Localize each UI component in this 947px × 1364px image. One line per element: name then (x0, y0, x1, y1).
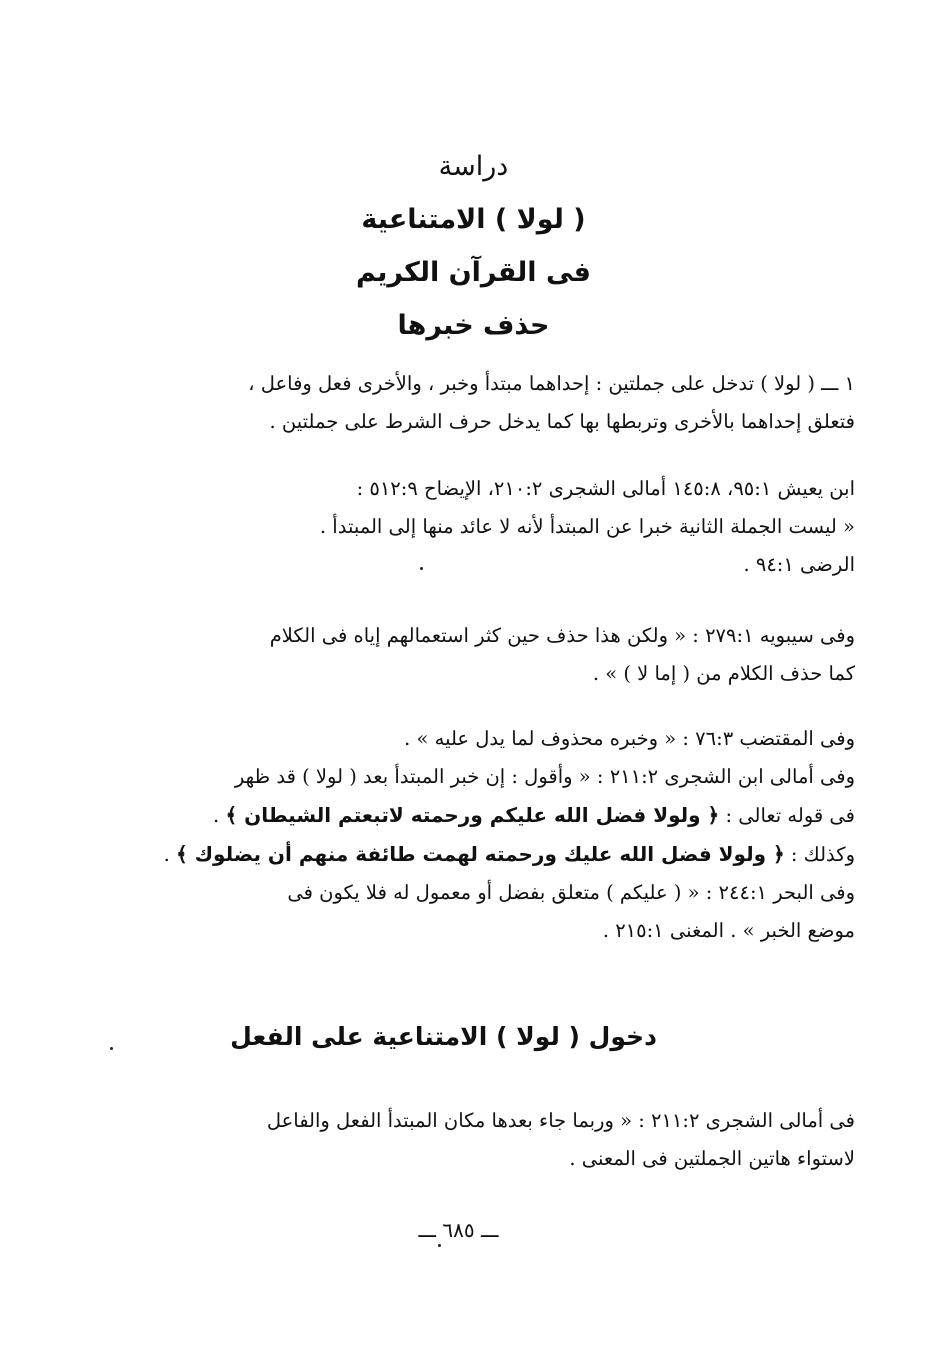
paragraph-2 (135, 470, 855, 584)
title-line-2: ( لولا ) الامتناعية (361, 204, 586, 235)
paragraph-2-line-1: ابن يعيش ٩٥:١، ١٤٥:٨ أمالى الشجرى ٢١٠:٢، الإيضاح ٥١٢:٩ : (356, 477, 855, 500)
paragraph-4 (135, 720, 855, 950)
paragraph-2-line-3: الرضى ٩٤:١ . (743, 553, 855, 576)
paragraph-1-line-2: فتعلق إحداهما بالأخرى وتربطها بها كما يدخل حرف الشرط على جملتين . (269, 410, 855, 433)
verse-intro-1: فى قوله تعالى : (725, 804, 855, 827)
title-block (0, 140, 947, 352)
paragraph-5-line-2: لاستواء هاتين الجملتين فى المعنى . (569, 1147, 855, 1170)
section-heading: دخول ( لولا ) الامتناعية على الفعل (230, 1022, 657, 1051)
verse-intro-2: وكذلك : (790, 843, 855, 866)
scan-speck (420, 567, 423, 570)
paragraph-2-line-2: « ليست الجملة الثانية خبرا عن المبتدأ لأنه لا عائد منها إلى المبتدأ . (319, 515, 855, 538)
verse-end-1: . (213, 804, 220, 827)
paragraph-4-line-1: وفى المقتضب ٧٦:٣ : « وخبره محذوف لما يدل عليه » . (404, 727, 855, 750)
title-line-3: فى القرآن الكريم (356, 257, 591, 288)
paragraph-3-line-1: وفى سيبويه ٢٧٩:١ : « ولكن هذا حذف حين كثر استعمالهم إياه فى الكلام (269, 624, 855, 647)
paragraph-1-line-1: ١ ـــ ( لولا ) تدخل على جملتين : إحداهما مبتدأ وخبر ، والأخرى فعل وفاعل ، (248, 372, 855, 395)
verse-end-2: . (163, 843, 170, 866)
quran-verse-1: ﴿ ولولا فضل الله عليكم ورحمته لاتبعتم الشيطان ﴾ (225, 803, 720, 827)
paragraph-3-line-2: كما حذف الكلام من ( إما لا ) » . (592, 662, 855, 685)
paragraph-4-line-6: موضع الخبر » . المغنى ٢١٥:١ . (602, 919, 855, 942)
quran-verse-2: ﴿ ولولا فضل الله عليك ورحمته لهمت طائفة منهم أن يضلوك ﴾ (176, 842, 785, 866)
scan-speck (438, 1244, 441, 1247)
paragraph-4-line-4 (135, 835, 855, 874)
paragraph-1 (135, 365, 855, 441)
scan-speck (110, 1047, 113, 1050)
title-line-4: حذف خبرها (397, 310, 550, 341)
paragraph-4-line-3 (135, 796, 855, 835)
title-line-1: دراسة (438, 151, 509, 182)
paragraph-4-line-5: وفى البحر ٢٤٤:١ : « ( عليكم ) متعلق بفضل أو معمول له فلا يكون فى (287, 881, 855, 904)
page-number: ـــ ٦٨٥ ـــ (418, 1218, 499, 1242)
paragraph-5-line-1: فى أمالى الشجرى ٢١١:٢ : « وربما جاء بعدها مكان المبتدأ الفعل والفاعل (266, 1109, 855, 1132)
paragraph-3 (135, 617, 855, 693)
paragraph-4-line-2: وفى أمالى ابن الشجرى ٢١١:٢ : « وأقول : إن خبر المبتدأ بعد ( لولا ) قد ظهر (234, 765, 855, 788)
paragraph-5 (135, 1102, 855, 1178)
